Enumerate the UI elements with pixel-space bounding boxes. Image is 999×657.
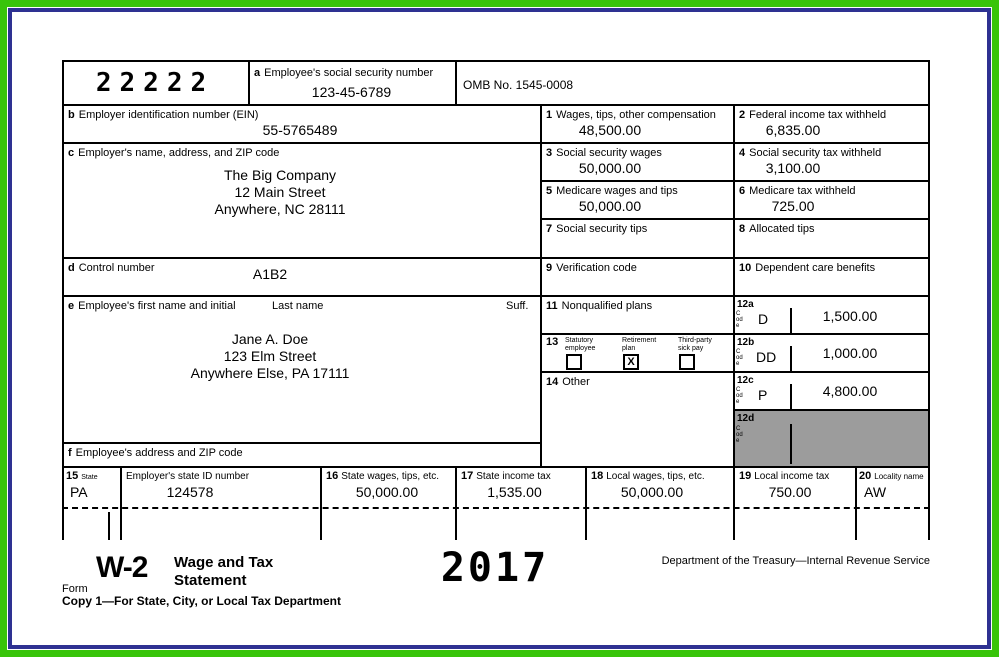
box-19-label: 19 Local income tax <box>739 470 830 482</box>
line <box>540 180 930 182</box>
line <box>855 466 857 540</box>
form-control-code: 22222 <box>95 68 215 98</box>
line <box>540 371 930 373</box>
box-19-value: 750.00 <box>768 484 812 500</box>
box-1-value: 48,500.00 <box>578 122 642 138</box>
box-3-label: 3 Social security wages <box>546 147 662 159</box>
line <box>62 60 930 62</box>
box-17-value: 1,535.00 <box>487 484 542 500</box>
line <box>928 60 930 540</box>
employee-name: Jane A. Doe <box>231 331 309 347</box>
form-word: Form <box>62 583 88 595</box>
box-e-label: e Employee's first name and initial <box>68 300 236 312</box>
line <box>62 257 930 259</box>
box-2-label: 2 Federal income tax withheld <box>739 109 887 121</box>
locality-value: AW <box>864 484 887 500</box>
box-12b-number: 12b <box>737 337 755 348</box>
dashed-line <box>62 507 930 509</box>
line <box>62 295 930 297</box>
box-14-label: 14 Other <box>546 376 590 388</box>
box-13-number: 13 <box>546 336 559 348</box>
employer-street: 12 Main Street <box>234 184 326 200</box>
box-c-label: c Employer's name, address, and ZIP code <box>68 147 280 159</box>
statutory-employee-label-2: employee <box>565 345 596 352</box>
line <box>120 466 122 540</box>
box-18-label: 18 Local wages, tips, etc. <box>591 470 705 482</box>
box-12d-number: 12d <box>737 413 755 424</box>
employer-city: Anywhere, NC 28111 <box>214 201 346 217</box>
box-16-label: 16 State wages, tips, etc. <box>326 470 440 482</box>
box-12c-code: P <box>758 387 768 403</box>
third-party-sick-pay-label-2: sick pay <box>678 345 704 352</box>
box-11-label: 11 Nonqualified plans <box>546 300 653 312</box>
third-party-sick-pay-label-1: Third-party <box>678 337 712 344</box>
box-9-label: 9 Verification code <box>546 262 637 274</box>
state-value: PA <box>70 484 88 500</box>
line <box>455 60 457 104</box>
box-12b-code-label: Code <box>736 349 743 367</box>
box-12a-code: D <box>758 311 769 327</box>
box-12c-value: 4,800.00 <box>822 383 878 399</box>
line <box>62 60 64 540</box>
line <box>62 104 930 106</box>
employer-state-id-value: 124578 <box>166 484 214 500</box>
box-20-label: 20 Locality name <box>859 470 924 482</box>
box-12b-value: 1,000.00 <box>822 345 878 361</box>
form-title-line1: Wage and Tax <box>174 554 274 571</box>
box-12d-shading <box>735 411 928 466</box>
tax-year: 2017 <box>440 545 550 591</box>
line <box>108 512 110 540</box>
line <box>455 466 457 540</box>
line <box>790 424 792 464</box>
line <box>62 442 540 444</box>
box-12b-code: DD <box>756 349 777 365</box>
line <box>540 333 930 335</box>
box-18-value: 50,000.00 <box>620 484 684 500</box>
omb-number: OMB No. 1545-0008 <box>463 78 574 92</box>
box-4-value: 3,100.00 <box>765 160 821 176</box>
box-1-label: 1 Wages, tips, other compensation <box>546 109 716 121</box>
box-5-label: 5 Medicare wages and tips <box>546 185 678 197</box>
retirement-plan-label-2: plan <box>622 345 636 352</box>
box-a-label: a Employee's social security number <box>254 67 434 79</box>
box-b-label: b Employer identification number (EIN) <box>68 109 259 121</box>
control-number-value: A1B2 <box>252 266 288 282</box>
retirement-plan-checkbox: X <box>623 354 639 370</box>
statutory-employee-label-1: Statutory <box>565 337 594 344</box>
box-8-label: 8 Allocated tips <box>739 223 815 235</box>
box-12c-number: 12c <box>737 375 754 386</box>
box-12c-code-label: Code <box>736 387 743 405</box>
line <box>540 218 930 220</box>
employee-street: 123 Elm Street <box>223 348 317 364</box>
box-4-label: 4 Social security tax withheld <box>739 147 882 159</box>
box-12d-code-label: Code <box>736 426 743 444</box>
line <box>320 466 322 540</box>
box-10-label: 10 Dependent care benefits <box>739 262 876 274</box>
box-2-value: 6,835.00 <box>765 122 821 138</box>
employee-city: Anywhere Else, PA 17111 <box>190 365 350 381</box>
ein-value: 55-5765489 <box>262 122 338 138</box>
employer-name: The Big Company <box>223 167 337 183</box>
ssn-value: 123-45-6789 <box>311 84 392 100</box>
line <box>790 384 792 409</box>
retirement-plan-label-1: Retirement <box>622 337 657 344</box>
line <box>790 346 792 371</box>
line <box>62 142 930 144</box>
box-3-value: 50,000.00 <box>578 160 642 176</box>
employer-state-id-label: Employer's state ID number <box>126 471 250 482</box>
form-title-line2: Statement <box>174 572 247 589</box>
box-17-label: 17 State income tax <box>461 470 551 482</box>
box-7-label: 7 Social security tips <box>546 223 648 235</box>
form-name: W-2 <box>96 551 148 584</box>
box-12a-value: 1,500.00 <box>822 308 878 324</box>
statutory-employee-checkbox <box>566 354 582 370</box>
box-15-label: 15 State <box>66 470 98 482</box>
box-16-value: 50,000.00 <box>355 484 419 500</box>
line <box>540 104 542 466</box>
box-f-label: f Employee's address and ZIP code <box>68 447 243 459</box>
box-5-value: 50,000.00 <box>578 198 642 214</box>
box-e-suffix-label: Suff. <box>506 300 529 312</box>
box-d-label: d Control number <box>68 262 155 274</box>
treasury-text: Department of the Treasury—Internal Revenue Service <box>661 555 930 567</box>
box-e-lastname-label: Last name <box>272 300 324 312</box>
box-12a-number: 12a <box>737 299 754 310</box>
line <box>585 466 587 540</box>
box-6-label: 6 Medicare tax withheld <box>739 185 856 197</box>
copy-text: Copy 1—For State, City, or Local Tax Department <box>62 594 341 608</box>
box-6-value: 725.00 <box>771 198 815 214</box>
line <box>62 466 930 468</box>
third-party-sick-pay-checkbox <box>679 354 695 370</box>
line <box>790 308 792 333</box>
box-12a-code-label: Code <box>736 311 743 329</box>
